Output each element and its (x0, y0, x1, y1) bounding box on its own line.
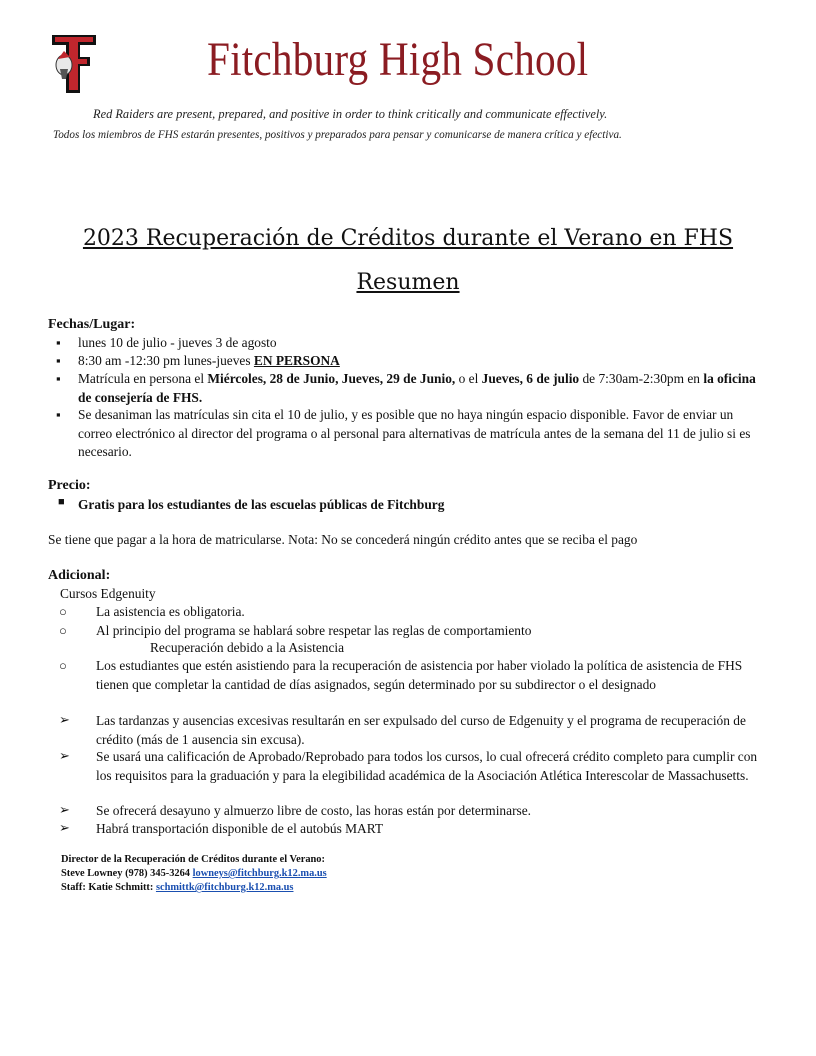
motto-spanish: Todos los miembros de FHS estarán presentes, positivos y preparados para pensar y comunicarse de manera crítica y efectiva. (53, 129, 622, 141)
list-item: Habrá transportación disponible de el autobús MART (96, 821, 384, 836)
list-item: Recuperación debido a la Asistencia (150, 640, 345, 655)
director-title: Director de la Recuperación de Créditos durante el Verano: (61, 854, 325, 865)
list-item: Gratis para los estudiantes de las escuelas públicas de Fitchburg (78, 497, 445, 512)
subheading: Cursos Edgenuity (60, 586, 156, 601)
section-heading-adicional: Adicional: (48, 568, 111, 583)
section-heading-fechas: Fechas/Lugar: (48, 317, 136, 332)
list-item: Las tardanzas y ausencias excesivas resultarán en ser expulsado del curso de Edgenuity y el programa de recuperación de crédito (más de 1 ausencia sin excusa). (96, 713, 746, 747)
list-item: La asistencia es obligatoria. (96, 604, 245, 619)
bullet-icon: ▪ (56, 353, 61, 368)
document-title: 2023 Recuperación de Créditos durante el Verano en FHS (82, 226, 734, 251)
circle-bullet-icon: ○ (59, 623, 67, 638)
staff-contact: Staff: Katie Schmitt: schmittk@fitchburg.k12.ma.us (61, 882, 294, 893)
list-item: Se usará una calificación de Aprobado/Reprobado para todos los cursos, lo cual ofrecerá crédito completo para cumplir con los requisitos para la graduación y para la elegibilidad académica de la Asociación Atlética Interescolar de Massachusetts. (96, 749, 758, 783)
arrow-bullet-icon: ➢ (59, 712, 70, 727)
document-subtitle: Resumen (356, 270, 460, 295)
arrow-bullet-icon: ➢ (59, 802, 70, 817)
bullet-icon: ▪ (56, 371, 61, 386)
list-item: 8:30 am -12:30 pm lunes-jueves EN PERSONA (78, 353, 340, 368)
motto-english: Red Raiders are present, prepared, and positive in order to think critically and communicate effectively. (93, 107, 608, 121)
list-item: Matrícula en persona el Miércoles, 28 de Junio, Jueves, 29 de Junio, o el Jueves, 6 de julio de 7:30am-2:30pm en la oficina de consejería de FHS. (78, 371, 756, 405)
staff-email-link[interactable]: schmittk@fitchburg.k12.ma.us (155, 882, 294, 893)
payment-note: Se tiene que pagar a la hora de matricularse. Nota: No se concederá ningún crédito antes que se reciba el pago (48, 532, 638, 547)
list-item: Los estudiantes que estén asistiendo para la recuperación de asistencia por haber violado la política de asistencia de FHS tienen que completar la cantidad de días asignados, según determinado por su subdirector o el designado (96, 658, 743, 692)
list-item: Se desaniman las matrículas sin cita el 10 de julio, y es posible que no haya ningún espacio disponible. Favor de enviar un correo electrónico al director del programa o al personal para alternativas de matrícula antes de la semana del 11 de julio si es necesario. (78, 407, 751, 459)
school-logo-icon (50, 33, 98, 95)
circle-bullet-icon: ○ (59, 604, 67, 619)
bullet-icon: ▪ (56, 407, 61, 422)
list-item: lunes 10 de julio - jueves 3 de agosto (78, 335, 277, 350)
arrow-bullet-icon: ➢ (59, 748, 70, 763)
arrow-bullet-icon: ➢ (59, 820, 70, 835)
director-email-link[interactable]: lowneys@fitchburg.k12.ma.us (192, 868, 327, 879)
square-bullet-icon: ■ (58, 496, 65, 508)
school-name: Fitchburg High School (207, 33, 589, 86)
list-item: Se ofrecerá desayuno y almuerzo libre de costo, las horas están por determinarse. (96, 803, 532, 818)
in-person-label: EN PERSONA (253, 353, 340, 368)
list-item: Al principio del programa se hablará sobre respetar las reglas de comportamiento (96, 623, 532, 638)
circle-bullet-icon: ○ (59, 658, 67, 673)
bullet-icon: ▪ (56, 335, 61, 350)
director-contact: Steve Lowney (978) 345-3264 lowneys@fitchburg.k12.ma.us (61, 868, 327, 879)
section-heading-precio: Precio: (48, 478, 91, 493)
